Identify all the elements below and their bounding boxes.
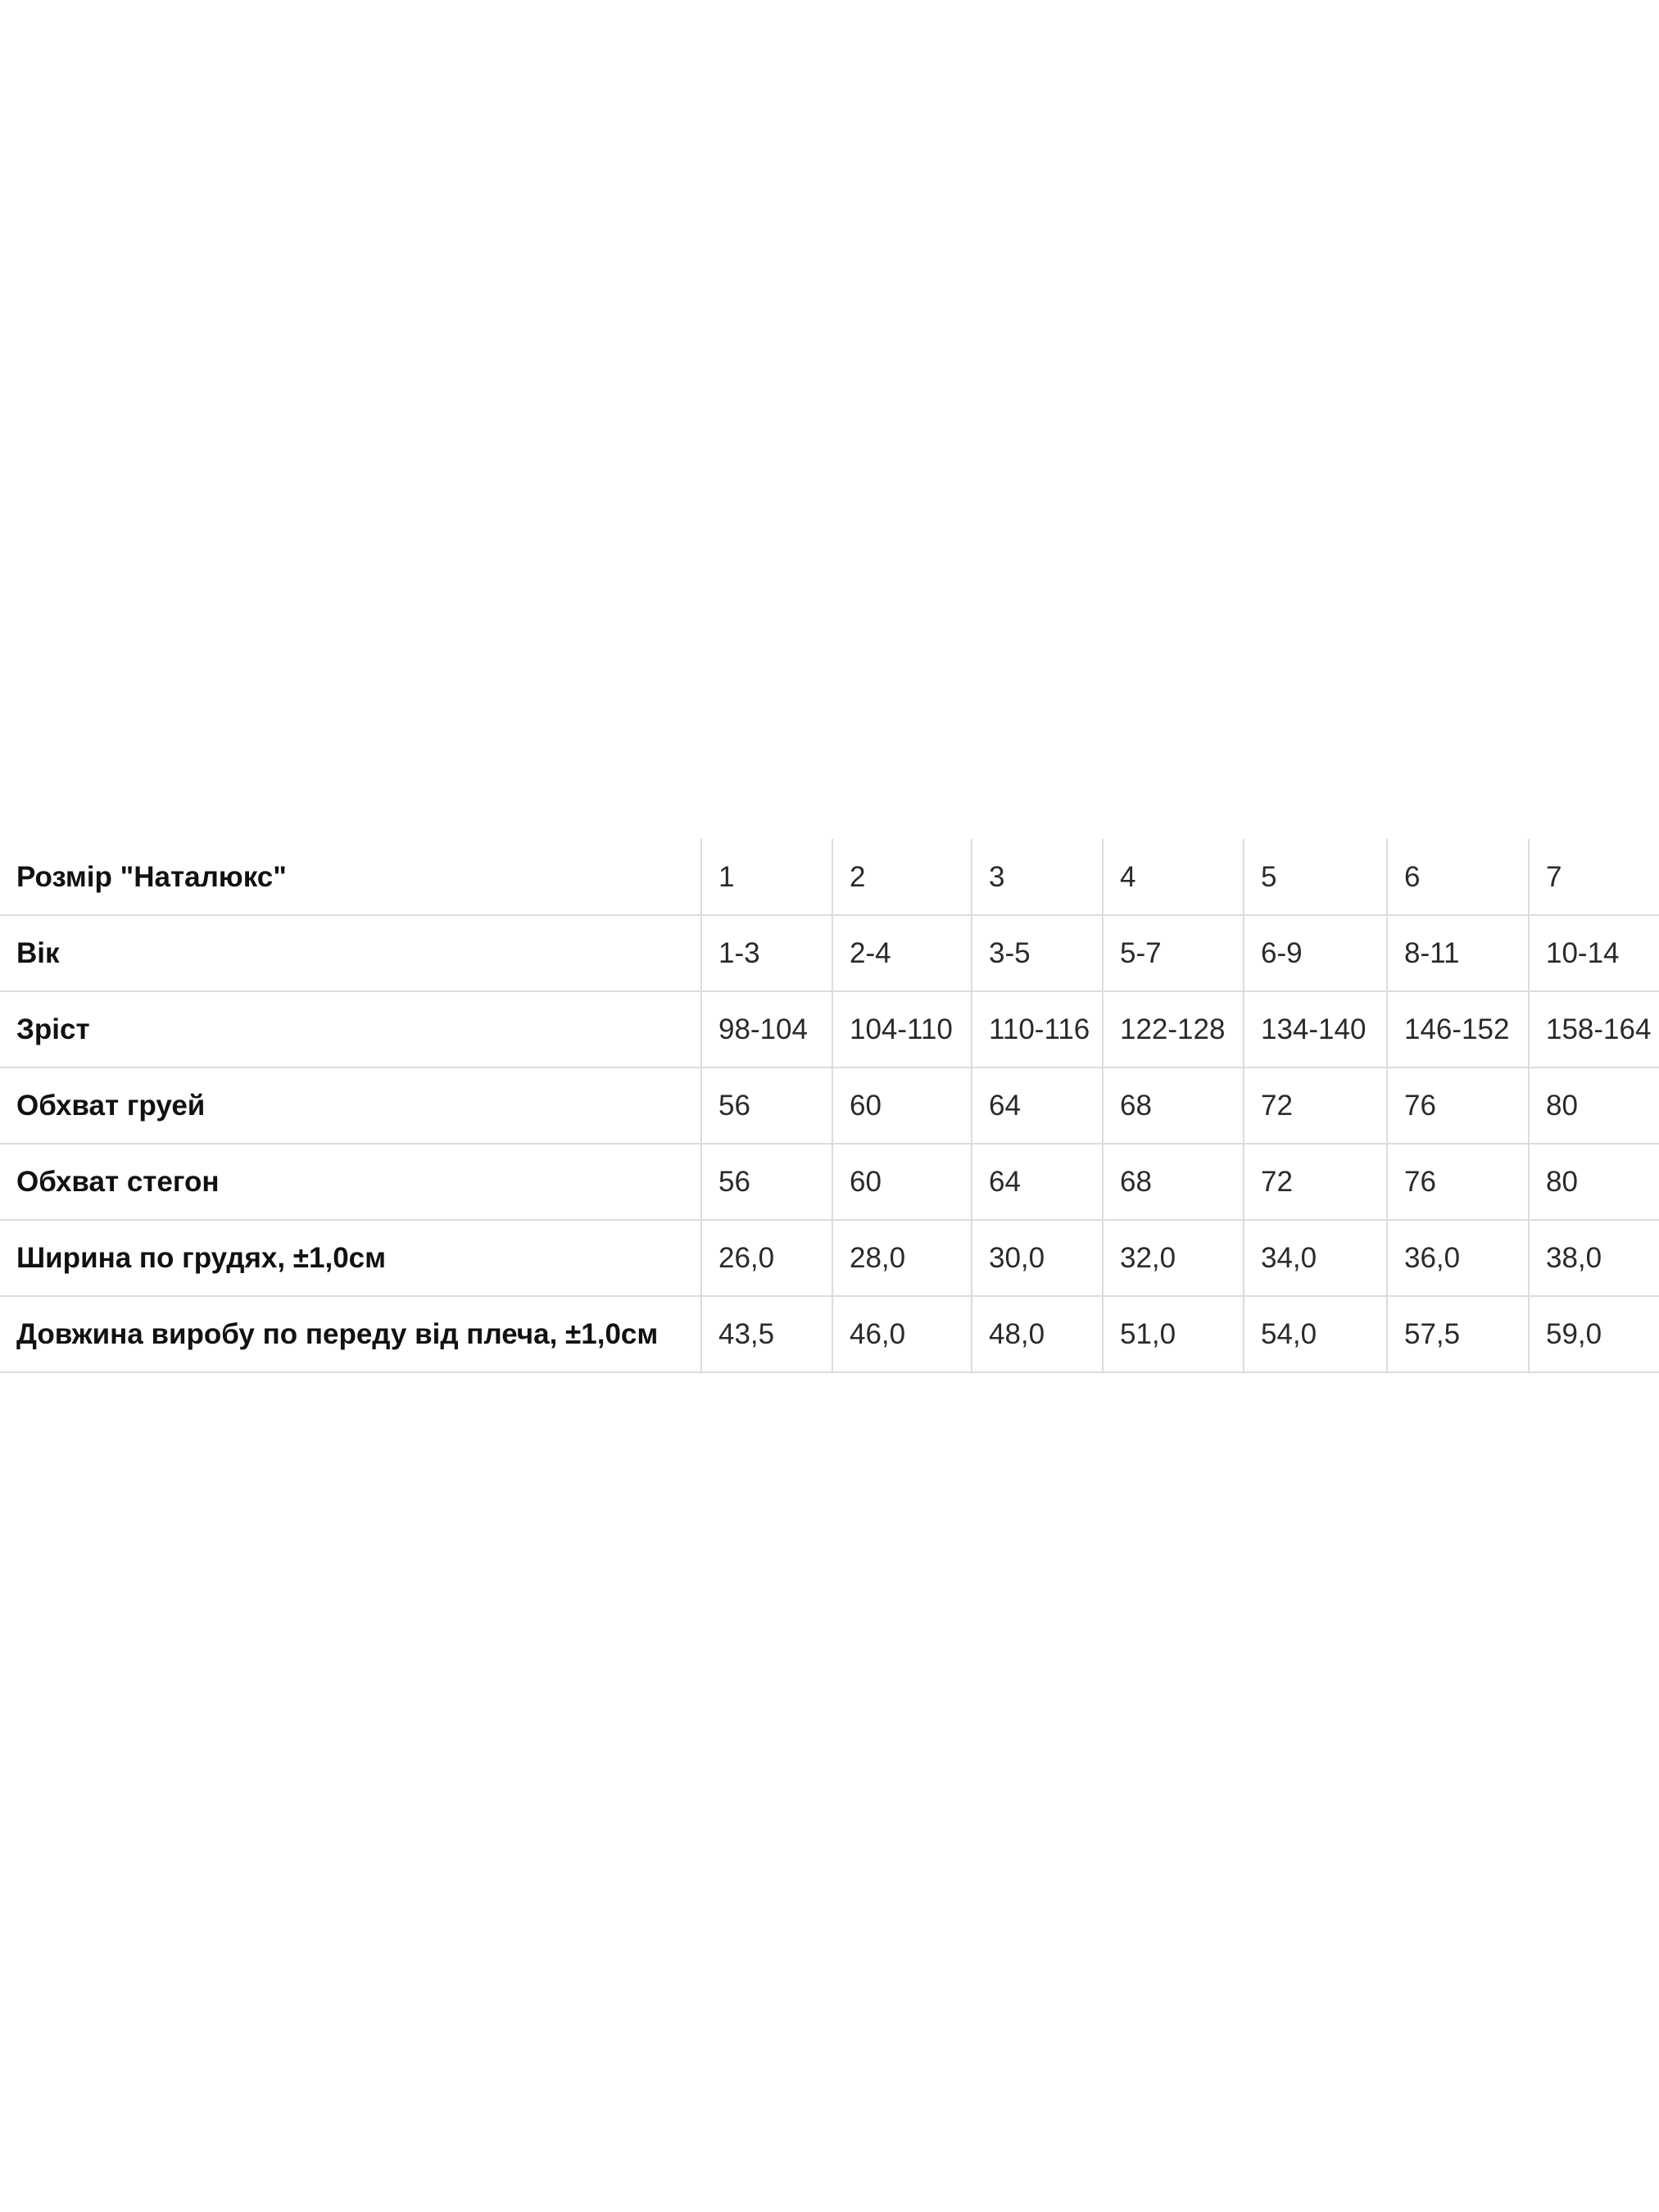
table-cell: 80	[1529, 1144, 1659, 1220]
table-cell: 59,0	[1529, 1296, 1659, 1372]
table-cell: 68	[1103, 1144, 1244, 1220]
table-cell: 2	[832, 839, 972, 915]
table-cell: 158-164	[1529, 991, 1659, 1067]
table-cell: 38,0	[1529, 1220, 1659, 1296]
table-row-height	[0, 991, 1659, 1067]
table-cell: 1	[701, 839, 832, 915]
row-label: Розмір "Наталюкс"	[0, 839, 701, 915]
table-row-hip-girth	[0, 1144, 1659, 1220]
table-cell: 3-5	[972, 915, 1103, 991]
table-cell: 76	[1387, 1144, 1529, 1220]
row-label: Зріст	[0, 991, 701, 1067]
table-cell: 30,0	[972, 1220, 1103, 1296]
row-label: Обхват груей	[0, 1067, 701, 1144]
table-cell: 46,0	[832, 1296, 972, 1372]
row-label: Обхват стегон	[0, 1144, 701, 1220]
table-cell: 4	[1103, 839, 1244, 915]
table-cell: 34,0	[1244, 1220, 1387, 1296]
table-cell: 80	[1529, 1067, 1659, 1144]
table-cell: 3	[972, 839, 1103, 915]
table-cell: 48,0	[972, 1296, 1103, 1372]
table-cell: 146-152	[1387, 991, 1529, 1067]
table-cell: 98-104	[701, 991, 832, 1067]
table-cell: 5	[1244, 839, 1387, 915]
table-cell: 8-11	[1387, 915, 1529, 991]
table-cell: 104-110	[832, 991, 972, 1067]
table-cell: 5-7	[1103, 915, 1244, 991]
table-cell: 2-4	[832, 915, 972, 991]
table-cell: 76	[1387, 1067, 1529, 1144]
table-cell: 54,0	[1244, 1296, 1387, 1372]
table-cell: 72	[1244, 1144, 1387, 1220]
row-label: Ширина по грудях, ±1,0см	[0, 1220, 701, 1296]
table-row-garment-length	[0, 1296, 1659, 1372]
table-cell: 32,0	[1103, 1220, 1244, 1296]
table-cell: 6-9	[1244, 915, 1387, 991]
row-label: Довжина виробу по переду від плеча, ±1,0см	[0, 1296, 701, 1372]
table-cell: 43,5	[701, 1296, 832, 1372]
table-cell: 64	[972, 1067, 1103, 1144]
table-cell: 36,0	[1387, 1220, 1529, 1296]
table-cell: 122-128	[1103, 991, 1244, 1067]
table-cell: 72	[1244, 1067, 1387, 1144]
table-cell: 56	[701, 1067, 832, 1144]
table-cell: 56	[701, 1144, 832, 1220]
table-cell: 60	[832, 1144, 972, 1220]
table-cell: 57,5	[1387, 1296, 1529, 1372]
table-cell: 68	[1103, 1067, 1244, 1144]
table-cell: 7	[1529, 839, 1659, 915]
table-cell: 110-116	[972, 991, 1103, 1067]
size-chart-table	[0, 839, 1659, 1373]
table-cell: 26,0	[701, 1220, 832, 1296]
table-cell: 134-140	[1244, 991, 1387, 1067]
table-cell: 28,0	[832, 1220, 972, 1296]
table-cell: 51,0	[1103, 1296, 1244, 1372]
table-row-size	[0, 839, 1659, 915]
table-cell: 60	[832, 1067, 972, 1144]
table-cell: 64	[972, 1144, 1103, 1220]
table-row-chest-width	[0, 1220, 1659, 1296]
table-cell: 10-14	[1529, 915, 1659, 991]
table-cell: 1-3	[701, 915, 832, 991]
row-label: Вік	[0, 915, 701, 991]
table-cell: 6	[1387, 839, 1529, 915]
table-row-age	[0, 915, 1659, 991]
table-row-chest-girth	[0, 1067, 1659, 1144]
